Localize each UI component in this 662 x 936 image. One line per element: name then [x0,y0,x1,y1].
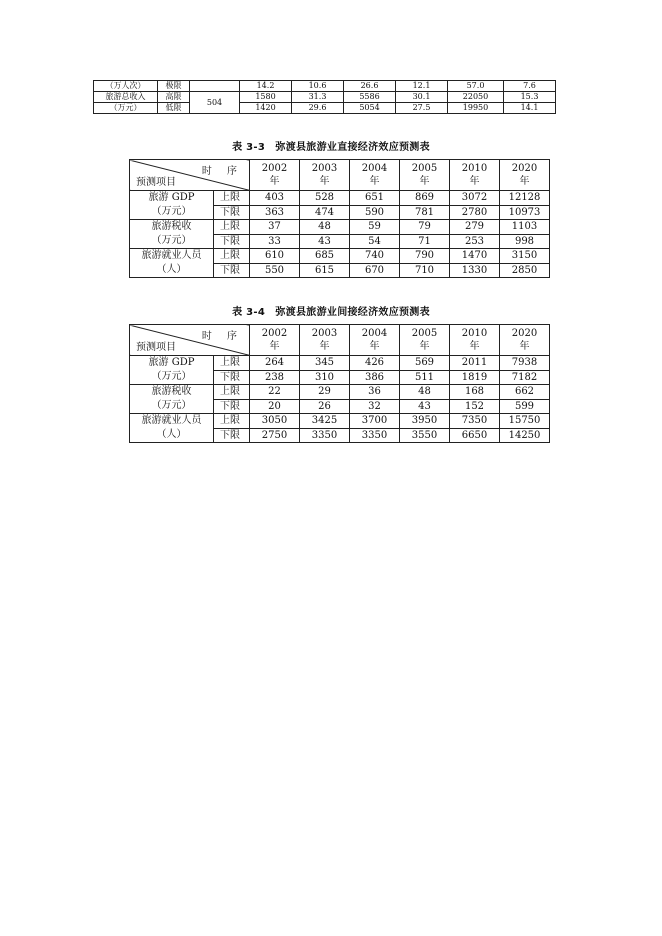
table-row [130,220,550,235]
table-cell: 2850 [500,263,550,278]
year-number: 2003 [311,328,338,339]
table-cell: 345 [300,356,350,371]
table-cell: 1330 [450,263,500,278]
table-row [130,249,550,264]
table-cell: 7182 [500,370,550,385]
item-name: 旅游税收 [151,221,192,232]
table-cell: 10.6 [292,81,344,92]
year-number: 2003 [311,163,338,174]
table-cell: 32 [350,399,400,414]
year-header [350,325,400,356]
row-label: （万人次） [94,81,158,92]
table-cell: 662 [500,385,550,400]
table-cell: 2750 [250,428,300,443]
table-3-4-caption: 表 3-4 弥渡县旅游业间接经济效应预测表 [232,307,430,318]
table-cell: 29 [300,385,350,400]
item-unit: （万元） [151,235,192,246]
table-cell: 253 [450,234,500,249]
item-label [130,356,214,385]
year-header [250,160,300,191]
table-cell: 22050 [448,92,504,103]
table-cell: 670 [350,263,400,278]
table-cell: 781 [400,205,450,220]
direct-effect-table [129,159,550,278]
table-cell: 54 [350,234,400,249]
table-cell: 30.1 [396,92,448,103]
upper-bound-label: 上限 [214,191,250,206]
year-header [300,325,350,356]
table-cell: 7938 [500,356,550,371]
header-row [130,160,550,191]
table-cell: 3700 [350,414,400,429]
year-number: 2004 [361,328,388,339]
table-cell: 3350 [350,428,400,443]
table-cell: 1470 [450,249,500,264]
year-unit: 年 [519,341,530,352]
table-cell: 685 [300,249,350,264]
year-unit: 年 [319,341,330,352]
year-header [450,160,500,191]
item-unit: （万元） [151,371,192,382]
table-row [130,191,550,206]
table-cell: 79 [400,220,450,235]
lower-bound-label: 下限 [214,234,250,249]
table-cell: 37 [250,220,300,235]
year-number: 2002 [261,163,288,174]
item-unit: （万元） [151,400,192,411]
year-header [300,160,350,191]
upper-bound-label: 上限 [214,414,250,429]
table-cell: 7.6 [504,81,556,92]
year-header [450,325,500,356]
diagonal-header-cell [130,160,250,191]
table-cell: 29.6 [292,103,344,114]
table-cell: 511 [400,370,450,385]
table-cell: 3425 [300,414,350,429]
table-cell: 1420 [240,103,292,114]
table-row [94,103,556,114]
year-unit: 年 [469,341,480,352]
table-cell: 12128 [500,191,550,206]
year-number: 2010 [461,328,488,339]
item-label [130,191,214,220]
year-unit: 年 [369,176,380,187]
level-label: 高限 [158,92,190,103]
table-cell: 599 [500,399,550,414]
lower-bound-label: 下限 [214,399,250,414]
table-row [130,356,550,371]
table-cell: 403 [250,191,300,206]
table-cell: 26.6 [344,81,396,92]
table-cell: 426 [350,356,400,371]
table-cell: 998 [500,234,550,249]
table-cell: 569 [400,356,450,371]
item-name: 旅游 GDP [148,357,195,368]
table-cell: 43 [400,399,450,414]
item-label [130,249,214,278]
table-cell: 3150 [500,249,550,264]
level-label: 低限 [158,103,190,114]
year-number: 2010 [461,163,488,174]
table-cell: 31.3 [292,92,344,103]
table-cell: 48 [300,220,350,235]
year-number: 2005 [411,328,438,339]
table-cell: 3072 [450,191,500,206]
table-cell: 26 [300,399,350,414]
indirect-effect-table [129,324,550,443]
table-cell: 3050 [250,414,300,429]
year-unit: 年 [519,176,530,187]
table-cell: 168 [450,385,500,400]
table-cell: 550 [250,263,300,278]
year-header [500,325,550,356]
table-cell: 36 [350,385,400,400]
year-unit: 年 [419,341,430,352]
table-cell: 14.1 [504,103,556,114]
table-cell: 19950 [448,103,504,114]
corner-label-item: 预测项目 [136,342,176,353]
year-unit: 年 [419,176,430,187]
year-number: 2005 [411,163,438,174]
table-cell: 6650 [450,428,500,443]
upper-bound-label: 上限 [214,249,250,264]
table-cell: 279 [450,220,500,235]
year-header [400,160,450,191]
table-cell: 71 [400,234,450,249]
table-cell: 3950 [400,414,450,429]
table-cell: 386 [350,370,400,385]
corner-label-time: 时 序 [201,331,243,342]
empty-cell [190,81,240,92]
table-cell: 651 [350,191,400,206]
table-cell: 869 [400,191,450,206]
table-cell: 5054 [344,103,396,114]
year-number: 2002 [261,328,288,339]
item-unit: （人） [156,264,187,275]
table-cell: 3550 [400,428,450,443]
year-number: 2020 [511,163,538,174]
lower-bound-label: 下限 [214,370,250,385]
table-cell: 590 [350,205,400,220]
table-cell: 20 [250,399,300,414]
merged-cell: 504 [190,92,240,114]
table-cell: 1103 [500,220,550,235]
table-cell: 15.3 [504,92,556,103]
table-cell: 2011 [450,356,500,371]
item-name: 旅游就业人员 [141,415,202,426]
table-cell: 14.2 [240,81,292,92]
lower-bound-label: 下限 [214,263,250,278]
table-cell: 152 [450,399,500,414]
table-cell: 740 [350,249,400,264]
year-unit: 年 [319,176,330,187]
item-label [130,220,214,249]
table-cell: 10973 [500,205,550,220]
lower-bound-label: 下限 [214,205,250,220]
table-cell: 1580 [240,92,292,103]
year-number: 2004 [361,163,388,174]
table-cell: 5586 [344,92,396,103]
table-cell: 3350 [300,428,350,443]
item-label [130,385,214,414]
upper-bound-label: 上限 [214,356,250,371]
year-unit: 年 [369,341,380,352]
upper-bound-label: 上限 [214,220,250,235]
table-cell: 43 [300,234,350,249]
item-unit: （人） [156,429,187,440]
diagonal-header-cell [130,325,250,356]
level-label: 极限 [158,81,190,92]
item-unit: （万元） [151,206,192,217]
item-name: 旅游税收 [151,386,192,397]
table-cell: 15750 [500,414,550,429]
table-row [94,92,556,103]
table-row [94,81,556,92]
item-label [130,414,214,443]
table-cell: 57.0 [448,81,504,92]
table-cell: 474 [300,205,350,220]
year-header [400,325,450,356]
table-cell: 528 [300,191,350,206]
table-row [130,414,550,429]
table-cell: 610 [250,249,300,264]
table-cell: 14250 [500,428,550,443]
year-unit: 年 [469,176,480,187]
table-cell: 59 [350,220,400,235]
year-header [500,160,550,191]
table-cell: 2780 [450,205,500,220]
header-row [130,325,550,356]
item-name: 旅游 GDP [148,192,195,203]
year-header [350,160,400,191]
year-header [250,325,300,356]
table-cell: 12.1 [396,81,448,92]
table-cell: 27.5 [396,103,448,114]
table-cell: 310 [300,370,350,385]
table-cell: 710 [400,263,450,278]
row-label: 旅游总收入 [94,92,158,103]
table-cell: 22 [250,385,300,400]
year-unit: 年 [269,341,280,352]
year-number: 2020 [511,328,538,339]
table-cell: 363 [250,205,300,220]
corner-label-time: 时 序 [201,166,243,177]
corner-label-item: 预测项目 [136,177,176,188]
item-name: 旅游就业人员 [141,250,202,261]
table-cell: 615 [300,263,350,278]
table-cell: 238 [250,370,300,385]
upper-bound-label: 上限 [214,385,250,400]
fragment-table [93,80,556,114]
row-label: （万元） [94,103,158,114]
table-cell: 7350 [450,414,500,429]
table-cell: 790 [400,249,450,264]
table-cell: 264 [250,356,300,371]
table-3-3-caption: 表 3-3 弥渡县旅游业直接经济效应预测表 [232,142,430,153]
table-cell: 48 [400,385,450,400]
year-unit: 年 [269,176,280,187]
table-cell: 33 [250,234,300,249]
lower-bound-label: 下限 [214,428,250,443]
table-row [130,385,550,400]
table-cell: 1819 [450,370,500,385]
